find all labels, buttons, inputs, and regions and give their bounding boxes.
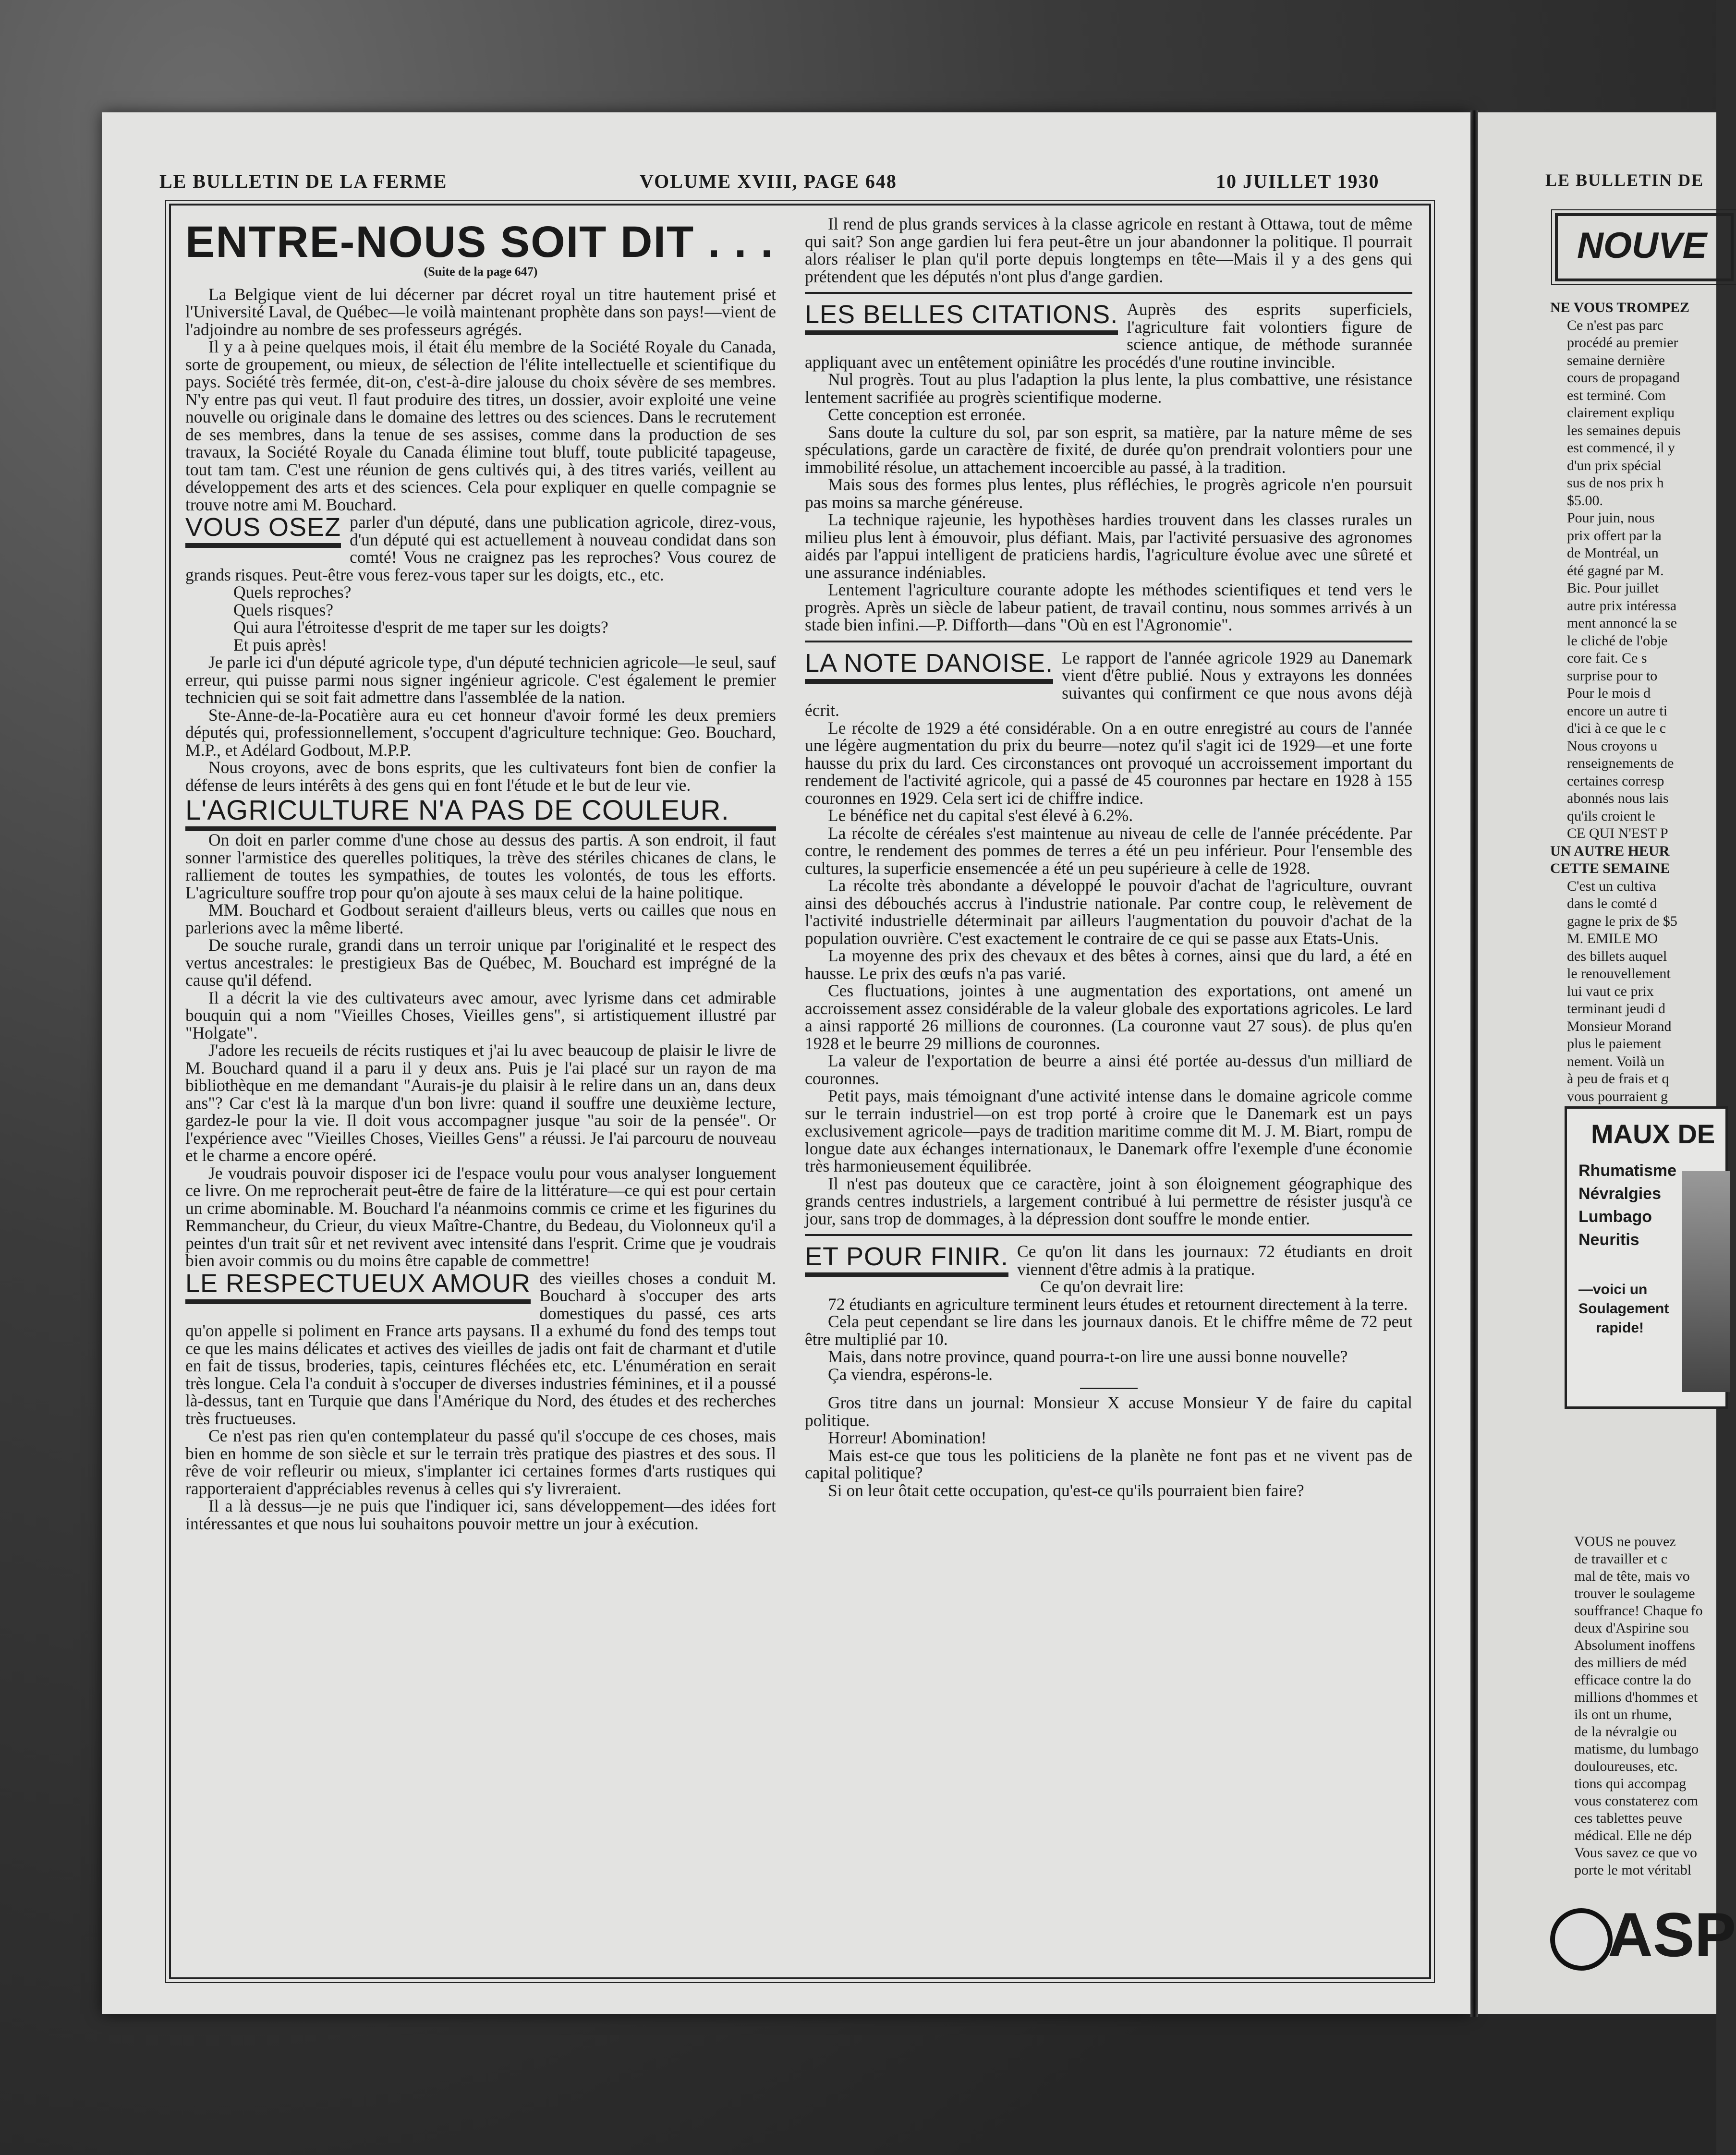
fragment-line: renseignements de — [1567, 755, 1674, 771]
fragment-line: Ce n'est pas parc — [1567, 317, 1664, 333]
fragment-line: certaines corresp — [1567, 773, 1664, 789]
bayer-cross-logo — [1550, 1908, 1613, 1971]
ad-tagline: rapide! — [1596, 1320, 1644, 1336]
fragment-line: le renouvellement — [1567, 966, 1671, 981]
fragment-line: cours de propagand — [1567, 370, 1680, 386]
running-head-right: 10 JUILLET 1930 — [1216, 170, 1380, 192]
fragment-line: millions d'hommes et — [1574, 1689, 1698, 1705]
fragment-line: abonnés nous lais — [1567, 790, 1669, 806]
fragment-line: qu'ils croient le — [1567, 808, 1655, 824]
article-title: ENTRE-NOUS SOIT DIT . . . — [185, 218, 774, 266]
fragment-line: Bic. Pour juillet — [1567, 580, 1659, 596]
fragment-line: est commencé, il y — [1567, 440, 1675, 456]
paragraph: Ça viendra, espérons-le. — [828, 1364, 993, 1384]
fragment-line: $5.00. — [1567, 492, 1603, 508]
paragraph: Nul progrès. Tout au plus l'adaption la plus lente, la plus combattive, une résistance lentement sacrifiée au progrès scientifique moderne. — [805, 370, 1412, 407]
paragraph: Il n'est pas douteux que ce caractère, joint à son éloignement géographique des grands centres industriels, a largement contribué à lui permettre de résister jusqu'à ce jour, sans trop de dommages, à la dépression dont souffre le monde entier. — [805, 1174, 1412, 1228]
page-gutter — [1470, 110, 1478, 2017]
fragment-line: de travailler et c — [1574, 1551, 1668, 1567]
paragraph: 72 étudiants en agriculture terminent leurs études et retournent directement à la terre. — [828, 1294, 1408, 1314]
ad-tagline: —voici un — [1578, 1282, 1648, 1297]
paragraph: Cela peut cependant se lire dans les journaux danois. Et le chiffre même de 72 peut être multiplié par 10. — [805, 1312, 1412, 1349]
paragraph: Il a là dessus—je ne puis que l'indiquer ici, sans développement—des idées fort intéressantes et que nous lui souhaitons pouvoir mettre un jour à exécution. — [185, 1496, 776, 1533]
paragraph: MM. Bouchard et Godbout seraient d'ailleurs bleus, verts ou cailles que nous en parlerions avec la même liberté. — [185, 900, 776, 937]
paragraph: Le récolte de 1929 a été considérable. On a en outre enregistré au cours de l'année une légère augmentation du prix du beurre—notez qu'il s'agit ici de 1929—et une forte hausse du prix du lard. Ces circonstances ont provoqué un accroissement important du rendement de l'activité agricole, qui a passé de 45 couronnes par hectare en 1928 à 155 couronnes en 1929. Cela sert ici de chiffre indice. — [805, 718, 1412, 808]
paragraph: Je parle ici d'un député agricole type, d'un député technicien agricole—le seul, sauf erreur, qui puisse parmi nous signer ingénieur agricole. C'est également le premier technicien qui se soit fait admettre dans l'assemblée de la nation. — [185, 653, 776, 707]
fragment-line: à peu de frais et q — [1567, 1071, 1669, 1087]
paragraph: Mais, dans notre province, quand pourra-t-on lire une aussi bonne nouvelle? — [828, 1347, 1348, 1366]
question: Quels reproches? — [233, 582, 352, 602]
paragraph: La technique rajeunie, les hypothèses hardies trouvent dans les classes rurales un milieu plus lent à émouvoir, plus défiant. Mais, par l'activité persuasive des agronomes aidés par l'appui intelligent de praticiens hardis, l'agriculture évolue avec une sûreté et une assurance indéniables. — [805, 510, 1412, 582]
fragment-line: vous pourraient g — [1567, 1088, 1668, 1104]
fragment-line: de la névralgie ou — [1574, 1724, 1677, 1740]
fragment-line: efficace contre la do — [1574, 1672, 1691, 1688]
box-title: NOUVE — [1577, 225, 1707, 266]
fragment-line: gagne le prix de $5 — [1567, 913, 1677, 929]
fragment-line: nement. Voilà un — [1567, 1053, 1665, 1069]
fragment-line: surprise pour to — [1567, 667, 1658, 684]
column-rule — [805, 292, 1412, 294]
fragment-line: C'est un cultiva — [1567, 878, 1656, 894]
fragment-line: est terminé. Com — [1567, 387, 1666, 403]
fragment-line: CETTE SEMAINE — [1550, 860, 1670, 876]
paragraph: Il rend de plus grands services à la classe agricole en restant à Ottawa, tout de même qui sait? Son ange gardien lui fera peut-être un jour abandonner la politique. Il pourrait alors réaliser le plan qu'il porte depuis longtemps en tête—Mais il y a des gens qui prétendent que les députés n'ont plus d'ange gardien. — [805, 214, 1412, 286]
paragraph: parler d'un député, dans une publication agricole, direz-vous, d'un député qui est actuellement à nouveau condidat dans son comté! Vous ne craignez pas les reproches? Vous courez de grands risques. Peut-être vous ferez-vous taper sur les doigts, etc., etc. — [185, 512, 776, 584]
fragment-line: de Montréal, un — [1567, 545, 1659, 561]
fragment-line: matisme, du lumbago — [1574, 1741, 1699, 1757]
fragment-line: mal de tête, mais vo — [1574, 1568, 1690, 1584]
continued-from: (Suite de la page 647) — [424, 265, 538, 278]
fragment-line: sus de nos prix h — [1567, 475, 1664, 491]
paragraph: Cette conception est erronée. — [828, 405, 1026, 424]
paragraph: Sans doute la culture du sol, par son esprit, sa matière, par la nature même de ses spéculations, garde un caractère de fixité, de durée qu'on prendrait volontiers pour une immobilité résolue, un attachement incoercible au passé, à la tradition. — [805, 422, 1412, 477]
fragment-line: Pour juin, nous — [1567, 510, 1655, 526]
fragment-line: douloureuses, etc. — [1574, 1758, 1678, 1774]
paragraph: Ce qu'on lit dans les journaux: 72 étudiants en droit viennent d'être admis à la pratique. — [1017, 1242, 1412, 1279]
fragment-line: les semaines depuis — [1567, 422, 1681, 438]
fragment-line: médical. Elle ne dép — [1574, 1828, 1692, 1843]
ad-item: Lumbago — [1578, 1208, 1652, 1226]
paragraph: La moyenne des prix des chevaux et des bêtes à cornes, ainsi que du lard, a été en hausse. Le prix des œufs n'a pas varié. — [805, 946, 1412, 983]
next-page-fragment — [1478, 112, 1736, 2014]
separator — [1080, 1388, 1138, 1389]
nouveau-box — [1555, 213, 1734, 281]
question: Quels risques? — [233, 600, 334, 619]
fragment-line: Vous savez ce que vo — [1574, 1845, 1698, 1861]
right-column — [805, 215, 1412, 1499]
fragment-line: tions qui accompag — [1574, 1776, 1687, 1792]
column-rule — [805, 1234, 1412, 1236]
fragment-line: ces tablettes peuve — [1574, 1810, 1682, 1826]
fragment-line: terminant jeudi d — [1567, 1001, 1665, 1017]
paragraph: Auprès des esprits superficiels, l'agriculture fait volontiers figure de science antique, de méthode surannée appliquant avec un entêtement opiniâtre les procédés d'une routine invincible. — [805, 300, 1412, 372]
fragment-line: UN AUTRE HEUR — [1550, 843, 1670, 859]
paragraph: La Belgique vient de lui décerner par décret royal un titre hautement prisé et l'Université Laval, de Québec—le voilà maintenant prophète dans son pays!—vient de l'adjoindre au nombre de ses professeurs agrégés. — [185, 284, 776, 339]
section-heading-danoise: LA NOTE DANOISE. — [805, 649, 1053, 684]
fragment-line: plus le paiement — [1567, 1036, 1662, 1052]
fragment-line: vous constaterez com — [1574, 1793, 1699, 1809]
fragment-line: autre prix intéressa — [1567, 597, 1677, 614]
paragraph: Ce n'est pas rien qu'en contemplateur du passé qu'il s'occupe de ces choses, mais bien en homme de son siècle et sur le terrain très pratique des piastres et des sous. Il rêve de voir refleurir ou mieux, s'implanter ici certaines formes d'arts rustiques qui rapporteraient d'appréciables revenus à celles qui s'y livreraient. — [185, 1426, 776, 1498]
running-head-left: LE BULLETIN DE LA FERME — [159, 170, 448, 192]
fragment-line: été gagné par M. — [1567, 562, 1664, 579]
paragraph: Ces fluctuations, jointes à une augmentation des exportations, ont amené un accroissement assez considérable de la valeur globale des exportations agricoles. Le lard a ainsi rapporté 26 millions de couronnes. (La couronne vaut 27 sous). de plus qu'en 1928 et le beurre 29 millions de couronnes. — [805, 981, 1412, 1053]
paragraph: Ste-Anne-de-la-Pocatière aura eu cet honneur d'avoir formé les deux premiers députés qui, professionnellement, s'occupent d'agriculture technique: Geo. Bouchard, M.P., et Adélard Godbout, M.P.P. — [185, 705, 776, 760]
paragraph: On doit en parler comme d'une chose au dessus des partis. A son endroit, il faut sonner l'armistice des querelles politiques, la trève des stériles chicanes de clans, le ralliement de toutes les sympathies, de toutes les volontés, de tous les efforts. L'agriculture souffre trop pour qu'on ajoute à ses maux celui de la haine politique. — [185, 830, 776, 902]
section-heading-citations: LES BELLES CITATIONS. — [805, 301, 1118, 335]
section-heading-agriculture: L'AGRICULTURE N'A PAS DE COULEUR. — [185, 797, 776, 831]
paragraph: J'adore les recueils de récits rustiques et j'ai lu avec beaucoup de plaisir le livre de M. Bouchard quand il a paru il y deux ans. Puis je l'ai placé sur un rayon de ma bibliothèque en me demandant "Aurais-je du plaisir à le relire dans un an, dans deux ans"? Car c'est là la marque d'un bon livre: quand il souffre une deuxième lecture, gardez-le pour la vie. Il doit vous accompagner jusque "au soir de la pensée". Or l'expérience avec "Vieilles Choses, Vieilles Gens" a réussi. Je l'ai parcouru de nouveau et le charme a encore opéré. — [185, 1041, 776, 1165]
ad-item: Névralgies — [1578, 1185, 1661, 1203]
fragment-line: core fait. Ce s — [1567, 650, 1647, 666]
running-head-next: LE BULLETIN DE — [1545, 170, 1704, 190]
fragment-line: Nous croyons u — [1567, 738, 1658, 754]
paragraph: La récolte de céréales s'est maintenue au niveau de celle de l'année précédente. Par contre, le rendement des pommes de terres a été un peu inférieur. Pour l'ensemble des cultures, la superficie ensemencée a été un peu supérieure à celle de 1928. — [805, 823, 1412, 878]
left-column — [185, 215, 776, 1532]
paragraph: Nous croyons, avec de bons esprits, que les cultivateurs font bien de confier la défense de leurs intérêts à des gens qui en font l'étude et le but de leur vie. — [185, 758, 776, 795]
fragment-line: trouver le soulageme — [1574, 1586, 1695, 1601]
fragment-line: Pour le mois d — [1567, 685, 1651, 701]
paragraph: Le rapport de l'année agricole 1929 au Danemark vient d'être publié. Nous y extrayons les données suivantes qui confirment ce que nous avons déjà écrit. — [805, 648, 1412, 720]
fragment-line: NE VOUS TROMPEZ — [1550, 300, 1690, 315]
column-rule — [805, 641, 1412, 642]
paragraph: Lentement l'agriculture courante adopte les méthodes scientifiques et tend vers le progrès. Après un siècle de labeur patient, de travail continu, nous sommes arrivés à un stade bien infini.—P. Difforth—dans "Où en est l'Agronomie". — [805, 580, 1412, 634]
fragment-line: prix offert par la — [1567, 527, 1662, 544]
fragment-line: ils ont un rhume, — [1574, 1707, 1672, 1722]
ad-item: Neuritis — [1578, 1231, 1639, 1249]
question: Et puis après! — [233, 635, 328, 654]
paragraph: des vieilles choses a conduit M. Bouchard à s'occuper des arts domestiques du passé, ces arts qu'on appelle si poliment en France arts paysans. Il a exhumé du fond des temps tout ce que les mains délicates et actives des vieilles de jadis ont fait de charmant et d'utile en fait de tissus, broderies, tapis, ceintures fléchées etc, etc. L'énumération en serait très longue. Cela l'a conduit à s'occuper de diverses industries féminines, et il a poussé là-dessus, tant en Turquie que dans l'Amérique du Nord, des études et des recherches très fructueuses. — [185, 1268, 776, 1428]
fragment-line: clairement expliqu — [1567, 405, 1675, 421]
fragment-line: souffrance! Chaque fo — [1574, 1603, 1703, 1619]
paragraph: Ce qu'on devrait lire: — [1040, 1277, 1184, 1296]
paragraph: La récolte très abondante a développé le pouvoir d'achat de l'agriculture, ouvrant ainsi des débouchés accrus à l'industrie nationale. Par contre coup, le relèvement de l'activité industrielle déterminait par ailleurs l'augmentation du pouvoir d'achat de la population ouvrière. C'est exactement le contraire de ce qui se passe aux Etats-Unis. — [805, 876, 1412, 948]
paragraph: De souche rurale, grandi dans un terroir unique par l'originalité et le respect des vertus ancestrales: le prestigieux Bas de Québec, M. Bouchard est imprégné de la cause qu'il défend. — [185, 935, 776, 990]
fragment-line: encore un autre ti — [1567, 702, 1668, 719]
paragraph: Le bénéfice net du capital s'est élevé à 6.2%. — [828, 806, 1133, 825]
paragraph: Je voudrais pouvoir disposer ici de l'espace voulu pour vous analyser longuement ce livre. On me reprocherait peut-être de faire de la littérature—ce qui est pour certain un crime abominable. M. Bouchard l'a néanmoins commis ce crime et les figurines du Remmancheur, du Crieur, du vieux Maître-Chantre, du Bedeau, du Violonneux qu'il a peintes d'un trait sûr et net revivent avec intensité dans l'esprit. Crime que je voudrais bien avoir commis ou du moins être capable de commettre! — [185, 1163, 776, 1270]
fragment-line: ment annoncé la se — [1567, 615, 1677, 631]
paragraph: Si on leur ôtait cette occupation, qu'est-ce qu'ils pourraient bien faire? — [828, 1480, 1304, 1500]
paragraph: Mais est-ce que tous les politiciens de la planète ne font pas et ne vivent pas de capital politique? — [805, 1445, 1412, 1482]
paragraph: Mais sous des formes plus lentes, plus réfléchies, le progrès agricole n'en poursuit pas moins sa marche généreuse. — [805, 475, 1412, 512]
newspaper-page — [102, 112, 1470, 2014]
paragraph: Petit pays, mais témoignant d'une activité intense dans le domaine agricole comme sur le terrain industriel—on est trop porté à croire que le Danemark est un pays exclusivement agricole—pays de tradition maritime comme dit M. J. M. Biart, rompu de longue date aux échanges internationaux, le Danemark offre l'exemple d'une économie très harmonieusement équilibrée. — [805, 1086, 1412, 1175]
fragment-line: procédé au premier — [1567, 335, 1678, 351]
ad-illustration — [1682, 1171, 1730, 1392]
question: Qui aura l'étroitesse d'esprit de me taper sur les doigts? — [233, 617, 608, 637]
paragraph: Gros titre dans un journal: Monsieur X accuse Monsieur Y de faire du capital politique. — [805, 1393, 1412, 1430]
article-frame — [169, 204, 1431, 1979]
fragment-line: le cliché de l'obje — [1567, 632, 1668, 649]
fragment-line: porte le mot véritabl — [1574, 1862, 1692, 1878]
section-heading-respectueux: LE RESPECTUEUX AMOUR — [185, 1270, 531, 1304]
fragment-line: deux d'Aspirine sou — [1574, 1620, 1689, 1636]
fragment-line: d'un prix spécial — [1567, 457, 1662, 473]
ad-title: MAUX DE — [1591, 1119, 1715, 1149]
fragment-line: VOUS ne pouvez — [1574, 1534, 1676, 1550]
running-head-center: VOLUME XVIII, PAGE 648 — [640, 170, 897, 192]
ad-item: Rhumatisme — [1578, 1162, 1677, 1180]
fragment-line: des milliers de méd — [1574, 1655, 1687, 1671]
paragraph: Il a décrit la vie des cultivateurs avec amour, avec lyrisme dans cet admirable bouquin qui a nom "Vieilles Choses, Vieilles gens", si artistiquement illustré par "Holgate". — [185, 988, 776, 1042]
section-heading-vous-osez: VOUS OSEZ — [185, 513, 341, 548]
fragment-line: Absolument inoffens — [1574, 1637, 1695, 1653]
section-heading-finir: ET POUR FINIR. — [805, 1243, 1008, 1277]
paragraph: Il y a à peine quelques mois, il était élu membre de la Société Royale du Canada, sorte de groupement, ou mieux, de sélection de l'élite intellectuelle et scientifique du pays. Société très fermée, dit-on, c'est-à-dire jalouse du choix sévère de ses membres. N'y entre pas qui veut. Il faut produire des titres, un dossier, avoir exploité une veine nouvelle ou originale dans le domaine des lettres ou des sciences. Dans le recrutement de ses membres, dans la tenue de ses assises, comme dans la production de ses travaux, la Société Royale du Canada élimine tout bluff, toute publicité tapageuse, tout tam tam. C'est une réunion de gens cultivés qui, à des titres variés, veillent au développement des arts et des sciences. Cela pour expliquer en quelle compagnie se trouve notre ami M. Bouchard. — [185, 337, 776, 514]
aspirin-logotype: ASP — [1608, 1900, 1736, 1970]
fragment-line: semaine dernière — [1567, 352, 1665, 368]
advertisement-box — [1565, 1106, 1728, 1409]
fragment-line: dans le comté d — [1567, 896, 1657, 911]
fragment-line: d'ici à ce que le c — [1567, 720, 1666, 736]
ad-tagline: Soulagement — [1578, 1301, 1669, 1317]
paragraph: Horreur! Abomination! — [828, 1428, 987, 1447]
fragment-line: M. EMILE MO — [1567, 931, 1658, 946]
fragment-line: Monsieur Morand — [1567, 1018, 1672, 1034]
paragraph: La valeur de l'exportation de beurre a ainsi été portée au-dessus d'un milliard de couronnes. — [805, 1051, 1412, 1088]
fragment-line: des billets auquel — [1567, 948, 1667, 964]
fragment-line: CE QUI N'EST P — [1567, 825, 1668, 841]
fragment-line: lui vaut ce prix — [1567, 983, 1654, 999]
